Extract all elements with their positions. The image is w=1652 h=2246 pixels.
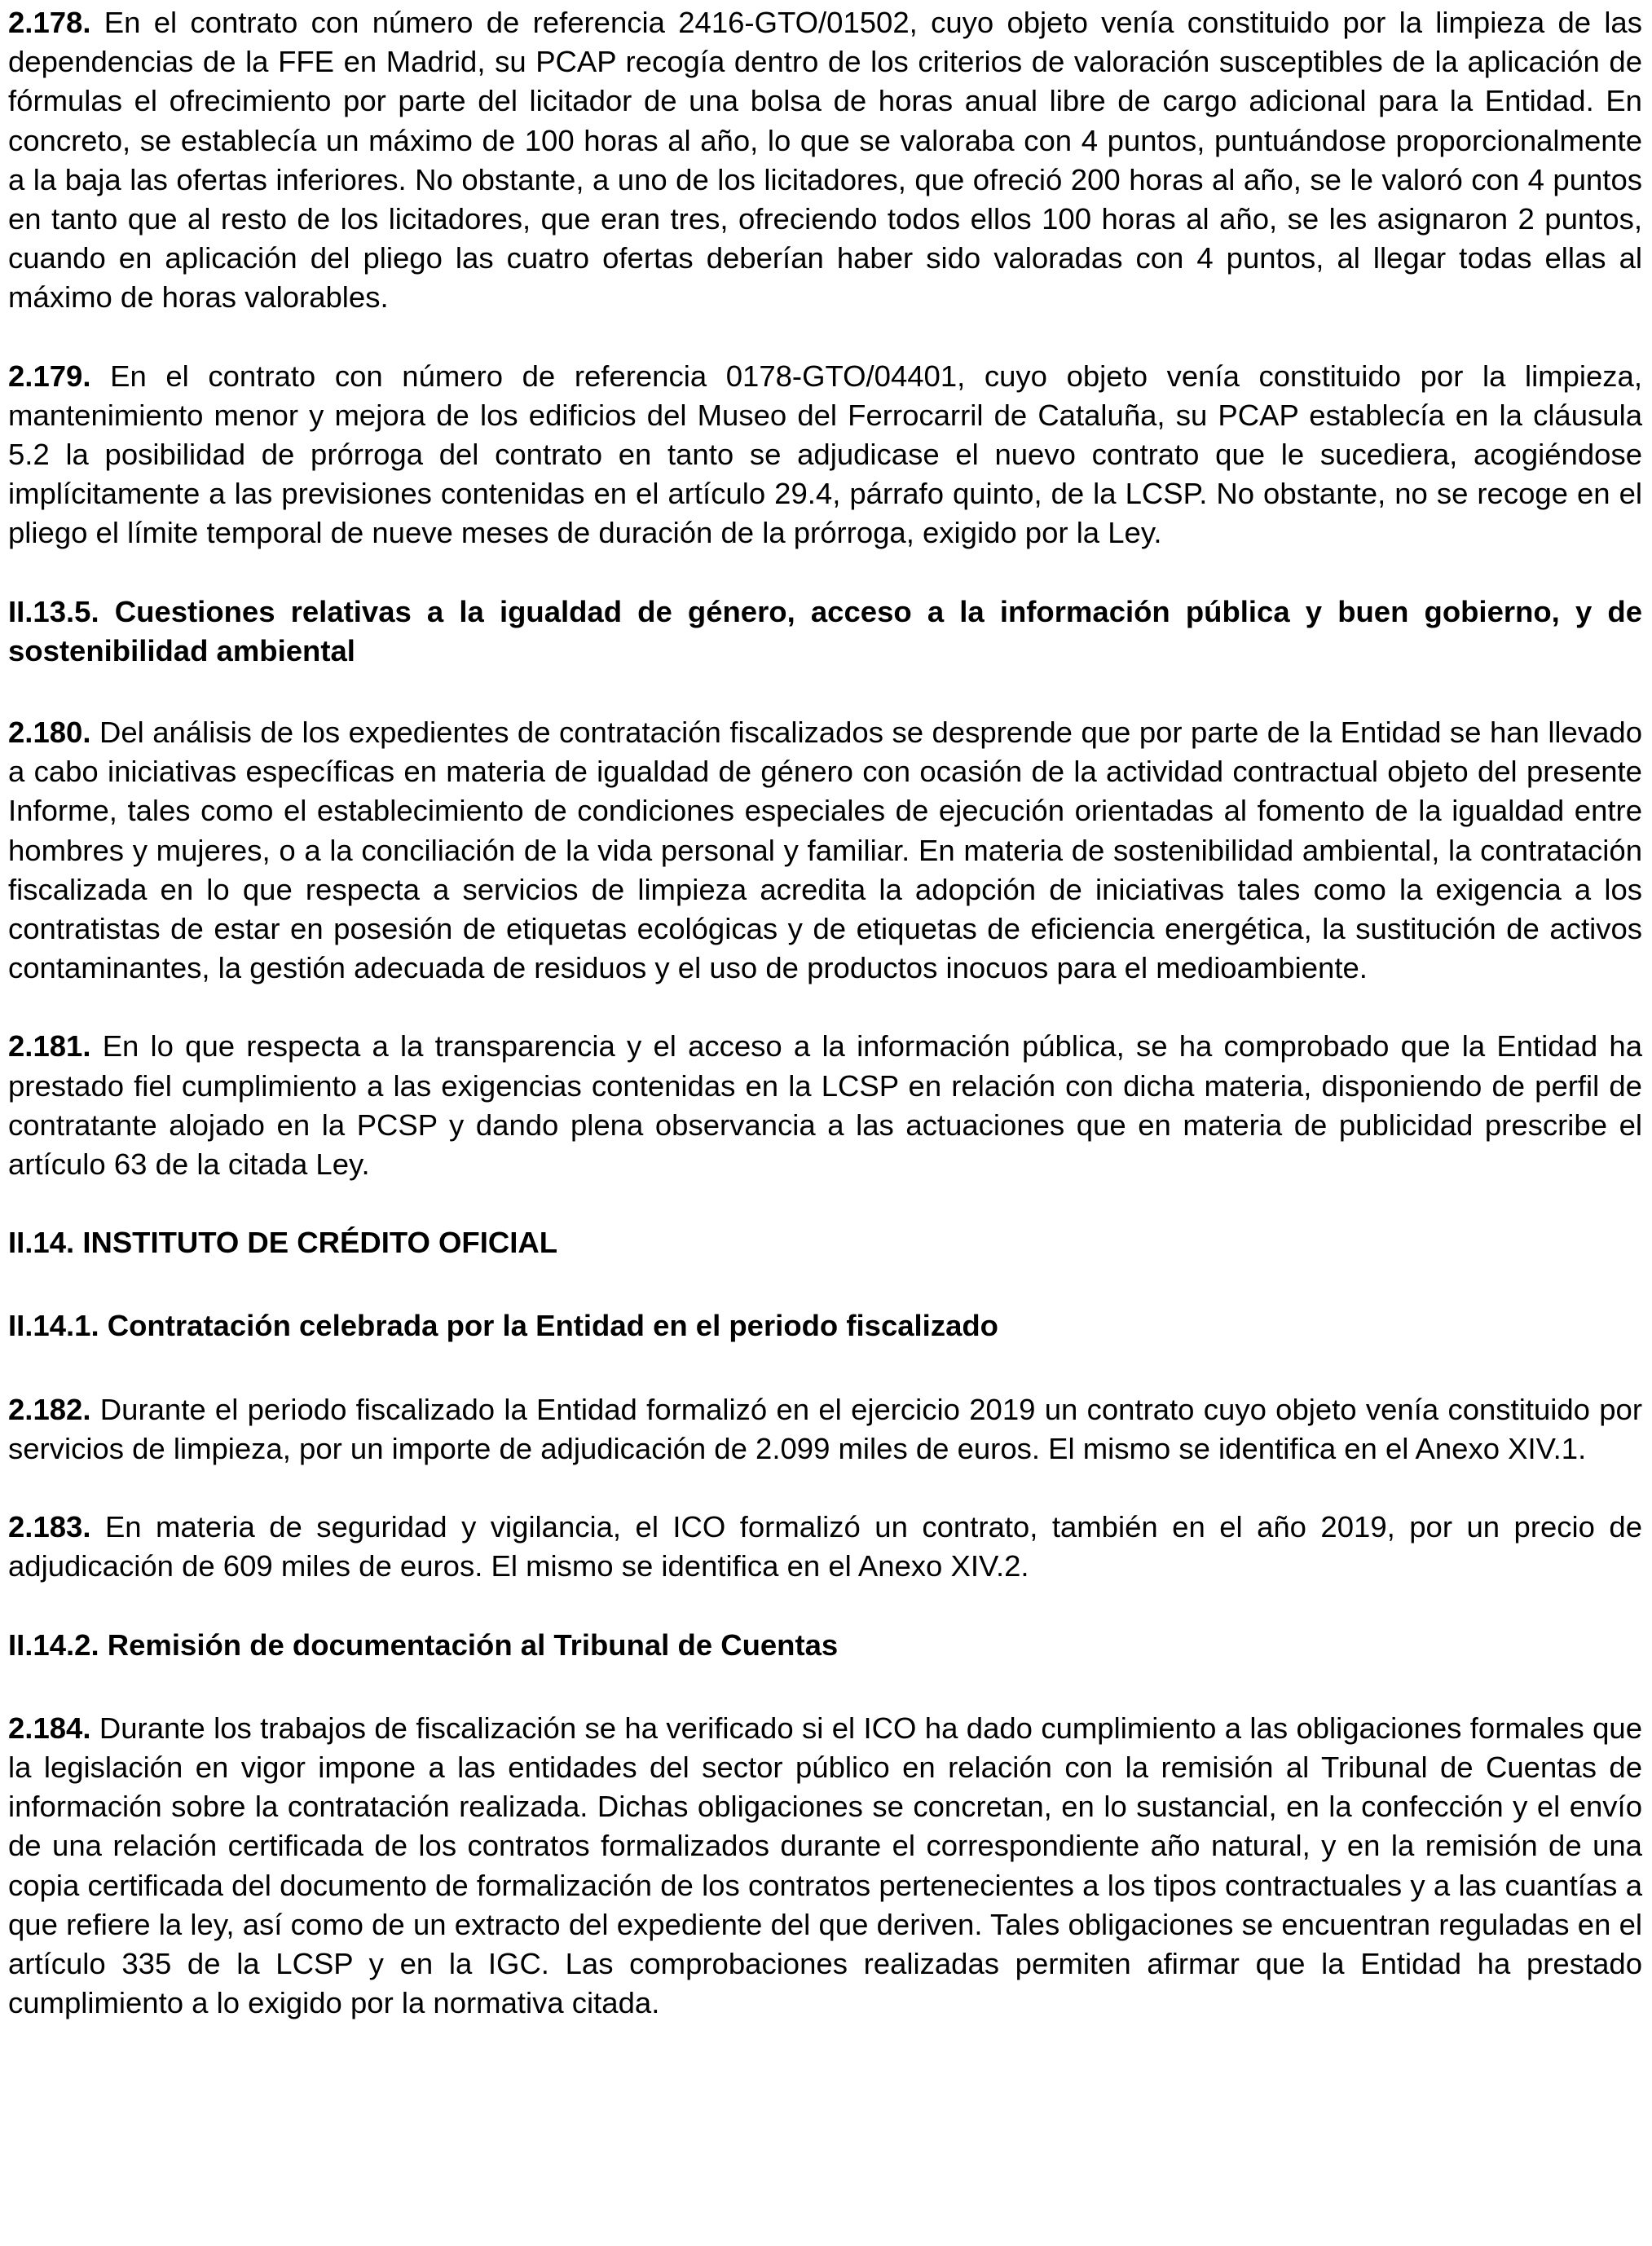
paragraph-text: Durante el periodo fiscalizado la Entidad formalizó en el ejercicio 2019 un contrato cuyo objeto venía constituido por servicios de limpieza, por un importe de adjudicación de 2.099 miles de euros. El mismo se identifica en el Anexo XIV.1.: [8, 1392, 1642, 1465]
paragraph-2-183: [8, 1508, 1642, 1586]
paragraph-number: 2.183.: [8, 1510, 91, 1544]
paragraph-text: En lo que respecta a la transparencia y el acceso a la información pública, se ha comprobado que la Entidad ha prestado fiel cumplimiento a las exigencias contenidas en la LCSP en relación con dicha materia, disponiendo de perfil de contratante alojado en la PCSP y dando plena observancia a las actuaciones que en materia de publicidad prescribe el artículo 63 de la citada Ley.: [8, 1029, 1642, 1182]
paragraph-2-181: [8, 1027, 1642, 1184]
section-heading-ii-14-1: [8, 1306, 1642, 1345]
heading-text: Contratación celebrada por la Entidad en el periodo fiscalizado: [107, 1309, 998, 1343]
paragraph-2-180: [8, 713, 1642, 988]
heading-text: Cuestiones relativas a la igualdad de género, acceso a la información pública y buen gobierno, y de sostenibilidad ambiental: [8, 594, 1642, 667]
heading-text: Remisión de documentación al Tribunal de Cuentas: [107, 1627, 839, 1662]
paragraph-text: Durante los trabajos de fiscalización se ha verificado si el ICO ha dado cumplimiento a las obligaciones formales que la legislación en vigor impone a las entidades del sector público en relación con la remisión al Tribunal de Cuentas de información sobre la contratación realizada. Dichas obligaciones se concretan, en lo sustancial, en la confección y el envío de una relación certificada de los contratos formalizados durante el correspondiente año natural, y en la remisión de una copia certificada del documento de formalización de los contratos pertenecientes a los tipos contractuales y a las cuantías a que refiere la ley, así como de un extracto del expediente del que deriven. Tales obligaciones se encuentran reguladas en el artículo 335 de la LCSP y en la IGC. Las comprobaciones realizadas permiten afirmar que la Entidad ha prestado cumplimiento a lo exigido por la normativa citada.: [8, 1711, 1642, 2020]
paragraph-number: 2.179.: [8, 359, 91, 393]
paragraph-2-179: [8, 357, 1642, 553]
paragraph-number: 2.180.: [8, 716, 91, 750]
paragraph-2-182: [8, 1390, 1642, 1469]
paragraph-number: 2.181.: [8, 1029, 91, 1064]
paragraph-2-184: [8, 1709, 1642, 2024]
paragraph-text: Del análisis de los expedientes de contratación fiscalizados se desprende que por parte de la Entidad se han llevado a cabo iniciativas específicas en materia de igualdad de género con ocasión de la actividad contractual objeto del presente Informe, tales como el establecimiento de condiciones especiales de ejecución orientadas al fomento de la igualdad entre hombres y mujeres, o a la conciliación de la vida personal y familiar. En materia de sostenibilidad ambiental, la contratación fiscalizada en lo que respecta a servicios de limpieza acredita la adopción de iniciativas tales como la exigencia a los contratistas de estar en posesión de etiquetas ecológicas y de etiquetas de eficiencia energética, la sustitución de activos contaminantes, la gestión adecuada de residuos y el uso de productos inocuos para el medioambiente.: [8, 716, 1642, 985]
paragraph-2-178: [8, 3, 1642, 318]
paragraph-number: 2.178.: [8, 6, 91, 39]
heading-text: INSTITUTO DE CRÉDITO OFICIAL: [82, 1226, 557, 1260]
paragraph-text: En el contrato con número de referencia 0178-GTO/04401, cuyo objeto venía constituido por la limpieza, mantenimiento menor y mejora de los edificios del Museo del Ferrocarril de Cataluña, su PCAP establecía en la cláusula 5.2 la posibilidad de prórroga del contrato en tanto se adjudicase el nuevo contrato que le sucediera, acogiéndose implícitamente a las previsiones contenidas en el artículo 29.4, párrafo quinto, de la LCSP. No obstante, no se recoge en el pliego el límite temporal de nueve meses de duración de la prórroga, exigido por la Ley.: [8, 359, 1642, 550]
section-heading-ii-14: [8, 1223, 1642, 1262]
paragraph-number: 2.184.: [8, 1711, 91, 1745]
heading-number: II.13.5.: [8, 594, 99, 628]
section-heading-ii-13-5: [8, 592, 1642, 671]
document-page: [8, 3, 1642, 2062]
heading-number: II.14.: [8, 1226, 75, 1260]
heading-number: II.14.1.: [8, 1309, 99, 1343]
paragraph-text: En materia de seguridad y vigilancia, el ICO formalizó un contrato, también en el año 2019, por un precio de adjudicación de 609 miles de euros. El mismo se identifica en el Anexo XIV.2.: [8, 1510, 1642, 1583]
paragraph-text: En el contrato con número de referencia 2416-GTO/01502, cuyo objeto venía constituido por la limpieza de las dependencias de la FFE en Madrid, su PCAP recogía dentro de los criterios de valoración susceptibles de la aplicación de fórmulas el ofrecimiento por parte del licitador de una bolsa de horas anual libre de cargo adicional para la Entidad. En concreto, se establecía un máximo de 100 horas al año, lo que se valoraba con 4 puntos, puntuándose proporcionalmente a la baja las ofertas inferiores. No obstante, a uno de los licitadores, que ofreció 200 horas al año, se le valoró con 4 puntos en tanto que al resto de los licitadores, que eran tres, ofreciendo todos ellos 100 horas al año, se les asignaron 2 puntos, cuando en aplicación del pliego las cuatro ofertas deberían haber sido valoradas con 4 puntos, al llegar todas ellas al máximo de horas valorables.: [8, 6, 1642, 315]
heading-number: II.14.2.: [8, 1627, 99, 1662]
section-heading-ii-14-2: [8, 1626, 1642, 1665]
paragraph-number: 2.182.: [8, 1392, 91, 1426]
